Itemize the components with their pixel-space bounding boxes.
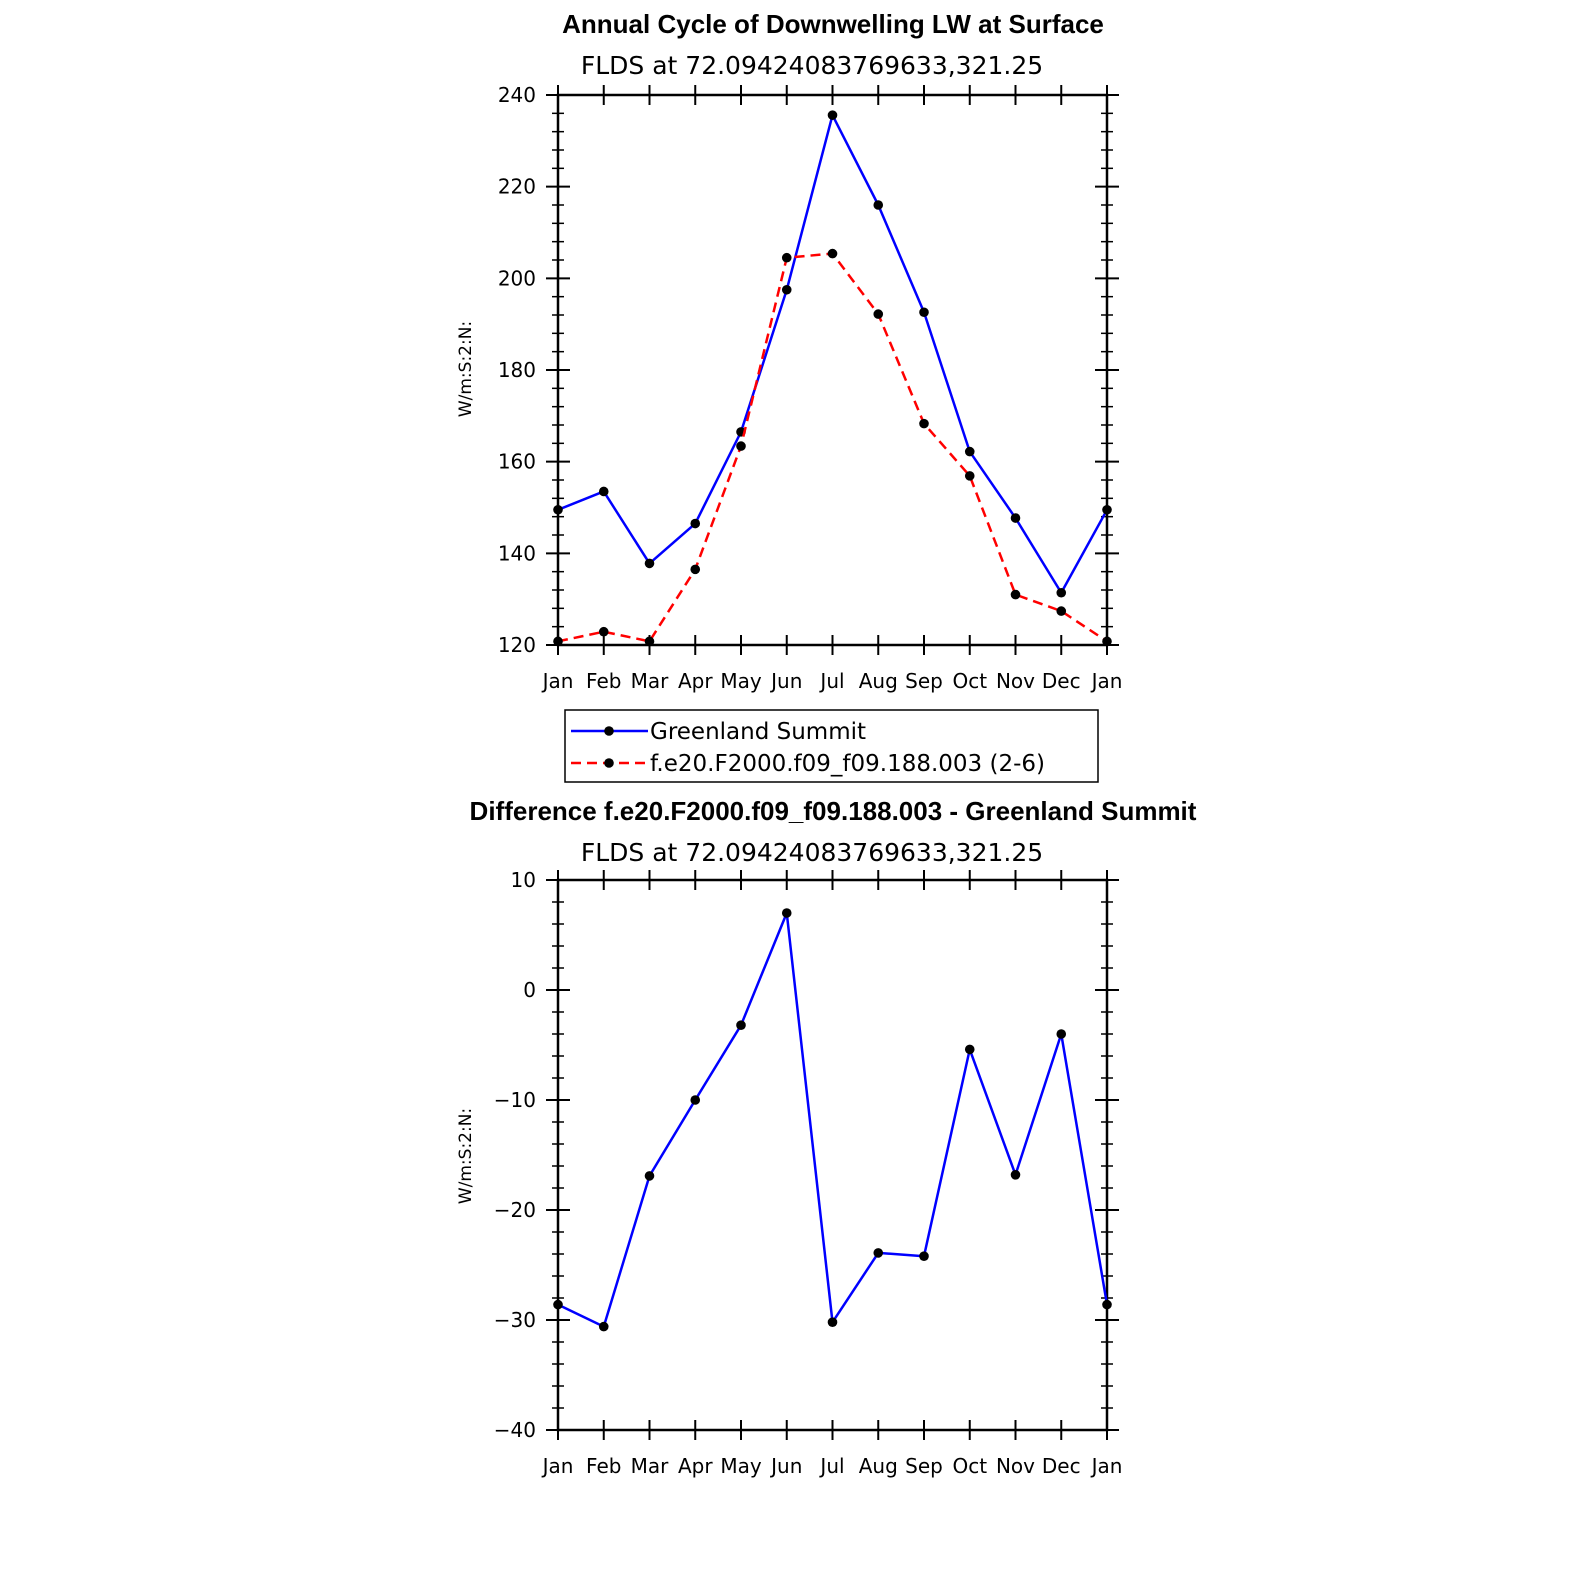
data-point [690, 519, 700, 529]
plot-frame [558, 95, 1107, 645]
data-point [965, 1045, 975, 1055]
plot-area-difference [494, 868, 1123, 1478]
x-tick-label: Aug [858, 669, 898, 693]
data-point [690, 565, 700, 575]
x-tick-label: Dec [1041, 1454, 1081, 1478]
legend-marker-model [604, 758, 614, 768]
x-tick-label: Oct [952, 1454, 988, 1478]
legend-label-observed: Greenland Summit [650, 719, 867, 745]
x-tick-label: Sep [905, 669, 943, 693]
y-tick-label: 200 [497, 266, 536, 291]
x-tick-label: Jan [1091, 1454, 1123, 1478]
y-tick-label: 240 [497, 83, 536, 107]
x-tick-label: Jan [542, 669, 574, 693]
data-point [599, 1322, 609, 1332]
data-point [873, 309, 883, 319]
y-tick-label: 160 [497, 449, 536, 474]
x-tick-label: Aug [858, 1454, 898, 1478]
data-point [965, 471, 975, 481]
legend-marker-observed [604, 726, 614, 736]
x-tick-label: Feb [586, 669, 622, 693]
data-point [873, 200, 883, 210]
x-tick-label: Jun [771, 1454, 803, 1478]
data-point [919, 1251, 929, 1261]
data-point [782, 253, 792, 263]
x-tick-label: Mar [630, 1454, 669, 1478]
series-line-0-1 [558, 254, 1107, 642]
data-point [782, 285, 792, 295]
x-tick-label: Sep [905, 1454, 943, 1478]
x-tick-label: Jun [771, 669, 803, 693]
x-tick-label: Oct [952, 669, 988, 693]
chart-title: Annual Cycle of Downwelling LW at Surface [562, 9, 1104, 39]
data-point [1011, 590, 1021, 600]
series-line-1-0 [558, 913, 1107, 1327]
x-tick-label: Jan [542, 1454, 574, 1478]
y-tick-label: 140 [497, 541, 536, 566]
x-tick-label: Nov [995, 1454, 1036, 1478]
data-point [1102, 1300, 1112, 1310]
data-point [1102, 637, 1112, 647]
y-tick-label: −10 [493, 1088, 536, 1112]
legend [565, 710, 1098, 782]
x-tick-label: Dec [1041, 669, 1081, 693]
data-point [828, 110, 838, 120]
data-point [736, 1020, 746, 1030]
data-point [828, 1317, 838, 1327]
data-point [919, 419, 929, 429]
legend-label-model: f.e20.F2000.f09_f09.188.003 (2-6) [650, 751, 1046, 777]
x-tick-label: May [720, 669, 762, 693]
data-point [782, 908, 792, 918]
data-point [828, 249, 838, 259]
data-point [599, 487, 609, 497]
x-tick-label: Jul [820, 1454, 845, 1478]
y-tick-label: −20 [493, 1198, 536, 1222]
x-tick-label: Mar [630, 669, 669, 693]
data-point [873, 1248, 883, 1258]
chart-subtitle: FLDS at 72.09424083769633,321.25 [580, 51, 1044, 80]
x-tick-label: Nov [995, 669, 1036, 693]
data-point [919, 307, 929, 317]
data-point [1011, 513, 1021, 523]
y-tick-label: 120 [497, 633, 536, 657]
data-point [736, 441, 746, 451]
data-point [645, 559, 655, 569]
difference-chart-title: Difference f.e20.F2000.f09_f09.188.003 - Greenland Summit [469, 796, 1197, 826]
difference-y-axis-label: W/m:S:2:N: [456, 1107, 476, 1205]
series-line-0-0 [558, 115, 1107, 593]
x-tick-label: May [720, 1454, 762, 1478]
data-point [645, 637, 655, 647]
y-tick-label: 180 [497, 358, 536, 382]
data-point [1056, 606, 1066, 616]
y-tick-label: 220 [497, 174, 536, 199]
y-tick-label: 10 [510, 868, 536, 892]
x-tick-label: Apr [677, 1454, 713, 1478]
data-point [690, 1095, 700, 1105]
data-point [553, 1300, 563, 1310]
plot-area-annual-cycle [498, 83, 1123, 693]
data-point [1056, 588, 1066, 598]
x-tick-label: Feb [586, 1454, 622, 1478]
y-tick-label: 0 [523, 978, 536, 1002]
difference-chart-subtitle: FLDS at 72.09424083769633,321.25 [580, 838, 1044, 867]
data-point [599, 627, 609, 637]
y-tick-label: −30 [493, 1308, 536, 1332]
y-tick-label: −40 [493, 1418, 536, 1442]
x-tick-label: Jan [1091, 669, 1123, 693]
data-point [965, 447, 975, 457]
y-axis-label: W/m:S:2:N: [456, 320, 476, 418]
x-tick-label: Apr [677, 669, 713, 693]
data-point [1056, 1029, 1066, 1039]
data-point [553, 505, 563, 515]
data-point [553, 637, 563, 647]
data-point [645, 1171, 655, 1181]
data-point [1102, 505, 1112, 515]
plot-frame [558, 880, 1107, 1430]
x-tick-label: Jul [820, 669, 845, 693]
data-point [1011, 1170, 1021, 1180]
